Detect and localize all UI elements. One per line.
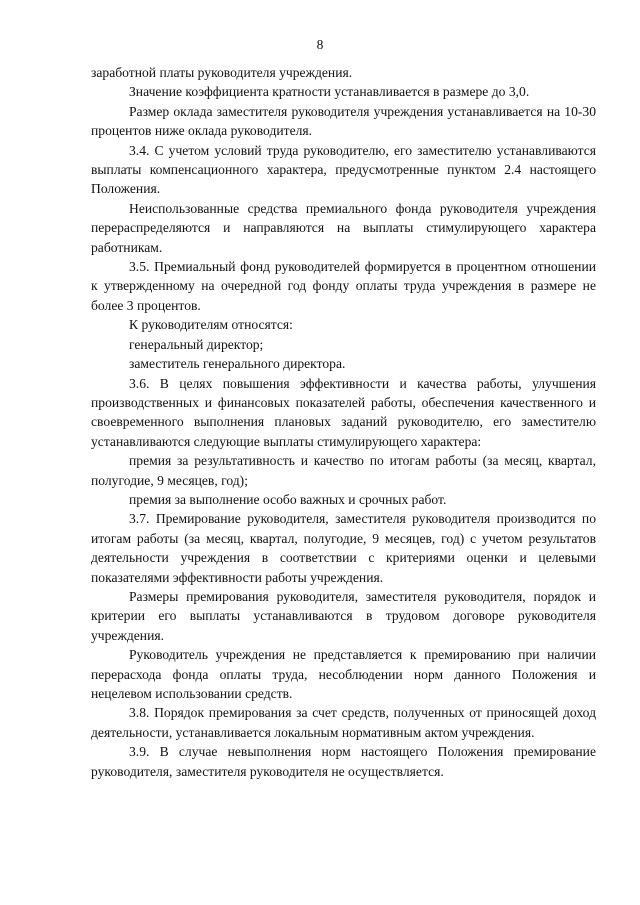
paragraph-unused-funds: Неиспользованные средства премиального фонда руководителя учреждения перераспределяются и направляются на выплаты стимулирующего характера работникам. — [91, 200, 596, 255]
paragraph-3-6: 3.6. В целях повышения эффективности и качества работы, улучшения производственных и финансовых показателей работы, обеспечения качественного и своевременного выполнения плановых заданий руководителю, его заместителю устанавливаются следующие выплаты стимулирующего характера: — [91, 375, 596, 449]
list-item-performance-bonus: премия за результативность и качество по итогам работы (за месяц, квартал, полугодие, 9 месяцев, год); — [91, 453, 596, 488]
list-item-deputy-general-director: заместитель генерального директора. — [129, 356, 346, 372]
list-item-general-director: генеральный директор; — [129, 336, 264, 352]
paragraph-3-8: 3.8. Порядок премирования за счет средств, полученных от приносящей доход деятельности, устанавливается локальным нормативным актом учреждения. — [91, 705, 596, 740]
document-body — [91, 63, 596, 781]
paragraph-bonus-amounts: Размеры премирования руководителя, заместителя руководителя, порядок и критерии его выплаты устанавливаются в трудовом договоре руководителя учреждения. — [91, 588, 596, 643]
paragraph-managers-list-intro: К руководителям относятся: — [129, 317, 293, 333]
paragraph-multiplier-value: Значение коэффициента кратности устанавливается в размере до 3,0. — [129, 84, 530, 100]
paragraph-3-4: 3.4. С учетом условий труда руководителю, его заместителю устанавливаются выплаты компенсационного характера, предусмотренные пунктом 2.4 настоящего Положения. — [91, 142, 596, 197]
list-item-urgent-work-bonus: премия за выполнение особо важных и срочных работ. — [129, 491, 447, 507]
page-number: 8 — [316, 37, 324, 52]
paragraph-deputy-salary: Размер оклада заместителя руководителя учреждения устанавливается на 10-30 процентов ниже оклада руководителя. — [91, 103, 596, 139]
paragraph-continuation: заработной платы руководителя учреждения. — [91, 65, 353, 80]
paragraph-bonus-exclusion: Руководитель учреждения не представляется к премированию при наличии перерасхода фонда оплаты труда, несоблюдении норм данного Положения и нецелевом использовании средств. — [91, 647, 596, 701]
paragraph-3-9: 3.9. В случае невыполнения норм настоящего Положения премирование руководителя, заместителя руководителя не осуществляется. — [91, 744, 596, 779]
paragraph-3-5: 3.5. Премиальный фонд руководителей формируется в процентном отношении к утвержденному на очередной год фонду оплаты труда учреждения в размере не более 3 процентов. — [91, 259, 596, 313]
paragraph-3-7: 3.7. Премирование руководителя, заместителя руководителя производится по итогам работы (за месяц, квартал, полугодие, 9 месяцев, год) с учетом результатов деятельности учреждения в соответствии с критериями оценки и целевыми показателями эффективности работы учреждения. — [91, 511, 596, 585]
